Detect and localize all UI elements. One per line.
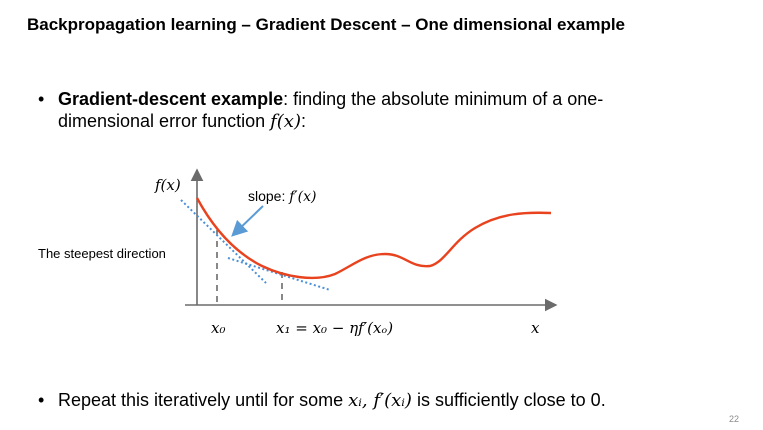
bullet-text-a: Repeat this iteratively until for some [58, 390, 349, 410]
tangent-line-x1 [228, 258, 330, 290]
slope-label-text: slope: [248, 188, 290, 204]
bullet-math: f(x) [270, 111, 301, 132]
tangent-line-x0 [181, 200, 266, 283]
bullet-dot: • [38, 390, 45, 410]
page-number: 22 [728, 414, 739, 424]
bullet-bold-term: Gradient-descent example [58, 89, 284, 109]
bullet-math-a: xᵢ, f′(xᵢ) [348, 390, 412, 411]
slide-title: Backpropagation learning – Gradient Descent – One dimensional example [27, 15, 626, 34]
bullet-text-b: is sufficiently close to 0. [411, 390, 606, 410]
slope-label [248, 188, 316, 205]
x1-formula-label: x₁ = x₀ − ηf′(xₒ) [276, 319, 394, 337]
bullet-repeat [38, 389, 606, 412]
x0-label: x₀ [211, 319, 226, 337]
fx-axis-label: f(x) [155, 176, 181, 194]
bullet-end: : [300, 111, 306, 131]
slope-arrow [234, 206, 263, 234]
bullet-text: : finding the absolute minimum of a one-dimensional error function [58, 89, 604, 131]
slope-label-math: f′(x) [289, 189, 317, 205]
x-axis-label: x [531, 319, 540, 337]
steepest-direction-label: The steepest direction [38, 246, 166, 261]
bullet-dot: • [38, 89, 45, 109]
